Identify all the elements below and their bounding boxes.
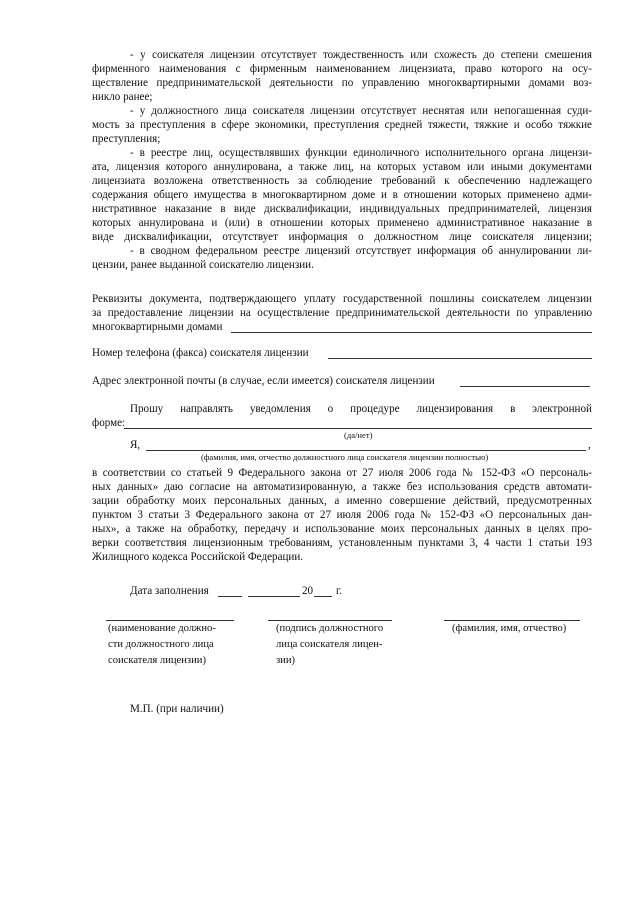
condition-1-line-3: ществление предпринимательской деятельности по управлению многоквартирными домами воз- bbox=[92, 77, 592, 89]
request-word: электронной bbox=[532, 403, 592, 415]
consent-line-4: пунктом 3 статьи 3 Федерального закона от 27 июля 2006 года № 152-ФЗ «О персональных дан- bbox=[92, 509, 592, 521]
requisites-line-3: многоквартирными домами bbox=[92, 321, 223, 333]
position-line bbox=[106, 620, 234, 621]
condition-3-line-1: - в реестре лиц, осуществлявших функции единоличного исполнительного органа лицензи- bbox=[130, 147, 592, 159]
condition-3-line-6: которых аннулирована и (или) в отношении которых применено административное наказание в bbox=[92, 217, 592, 229]
consent-line-1: в соответствии со статьей 9 Федерального закона от 27 июля 2006 года № 152-ФЗ «О персональ- bbox=[92, 467, 592, 479]
position-caption: (наименование должно- сти должностного лица соискателя лицензии) bbox=[108, 623, 216, 666]
requisites-line-2: за предоставление лицензии на осуществление предпринимательской деятельности по управлению bbox=[92, 307, 592, 319]
date-year-line bbox=[314, 596, 332, 597]
phone-label: Номер телефона (факса) соискателя лицензии bbox=[92, 347, 309, 359]
request-word: в bbox=[510, 403, 516, 415]
date-month-line bbox=[248, 596, 300, 597]
consent-line-5: ных», а также на обработку, передачу и использование моих персональных данных в целях про- bbox=[92, 523, 592, 535]
form-label: форме: bbox=[92, 417, 126, 429]
request-word: Прошу bbox=[130, 403, 164, 415]
phone-fill-line bbox=[328, 358, 592, 359]
condition-3-line-2: ата, лицензия которого аннулирована, а также лиц, на которых уставом или иными документами bbox=[92, 161, 592, 173]
request-word: о bbox=[327, 403, 334, 415]
condition-1-line-4: никло ранее; bbox=[92, 91, 153, 103]
date-year-prefix: 20 bbox=[302, 585, 314, 597]
fio-caption: (фамилия, имя, отчество должностного лица соискателя лицензии полностью) bbox=[201, 452, 489, 462]
name-line bbox=[444, 620, 580, 621]
condition-3-line-5: нистративное наказание в виде дисквалификации, индивидуальных предпринимателей, лицензия bbox=[92, 203, 592, 215]
condition-2-line-1: - у должностного лица соискателя лицензии отсутствует неснятая или непогашенная суди- bbox=[130, 105, 592, 117]
signature-caption: (подпись должностного лица соискателя лицен- зии) bbox=[276, 623, 384, 666]
condition-1-line-1: - у соискателя лицензии отсутствует тождественность или схожесть до степени смешения bbox=[130, 49, 592, 61]
condition-4-line-1: - в сводном федеральном реестре лицензий отсутствует информация об аннулировании ли- bbox=[130, 245, 592, 257]
i-label: Я, bbox=[130, 439, 141, 451]
condition-3-line-4: содержания общего имущества в многоквартирном доме и в отношении которых применено адми- bbox=[92, 189, 592, 201]
email-label: Адрес электронной почты (в случае, если имеется) соискателя лицензии bbox=[92, 375, 435, 387]
form-fill-line bbox=[124, 428, 592, 429]
request-word: уведомления bbox=[249, 403, 311, 415]
requisites-fill-line bbox=[231, 332, 592, 333]
fio-fill-line bbox=[146, 450, 586, 451]
signature-line bbox=[268, 620, 392, 621]
consent-line-7: Жилищного кодекса Российской Федерации. bbox=[92, 551, 304, 563]
request-word: процедуре bbox=[350, 403, 400, 415]
yes-no-caption: (да/нет) bbox=[344, 430, 373, 440]
request-word: лицензирования bbox=[416, 403, 494, 415]
stamp-label: М.П. (при наличии) bbox=[130, 703, 224, 715]
email-fill-line bbox=[460, 386, 590, 387]
condition-4-line-2: цензии, ранее выданной соискателю лицензии. bbox=[92, 259, 314, 271]
consent-line-3: зации обработку моих персональных данных, а именно совершение действий, предусмотренных bbox=[92, 495, 592, 507]
consent-line-6: верки соответствия лицензионным требованиям, установленным пунктами 3, 4 части 1 статьи 193 bbox=[92, 537, 592, 549]
date-day-line bbox=[218, 596, 242, 597]
request-line bbox=[130, 402, 592, 416]
condition-2-line-3: преступления; bbox=[92, 133, 161, 145]
condition-1-line-2: фирменного наименования с фирменным наименованием лицензиата, право которого на осу- bbox=[92, 63, 592, 75]
date-suffix: г. bbox=[336, 585, 343, 597]
condition-2-line-2: мость за преступления в сфере экономики, преступления средней тяжести, тяжкие и особо тяжкие bbox=[92, 119, 592, 131]
fio-comma: , bbox=[588, 439, 591, 451]
condition-3-line-3: лицензиата возложена ответственность за соблюдение требований к обеспечению надлежащего bbox=[92, 175, 592, 187]
condition-3-line-7: виде дисквалификации, отсутствует информация о должностном лице соискателя лицензии; bbox=[92, 231, 592, 243]
requisites-line-1: Реквизиты документа, подтверждающего уплату государственной пошлины соискателем лицензии bbox=[92, 293, 592, 305]
request-word: направлять bbox=[180, 403, 233, 415]
name-caption: (фамилия, имя, отчество) bbox=[452, 623, 567, 634]
consent-line-2: ных данных» даю согласие на автоматизированную, а также без использования средств автомати- bbox=[92, 481, 592, 493]
date-label: Дата заполнения bbox=[130, 585, 209, 597]
